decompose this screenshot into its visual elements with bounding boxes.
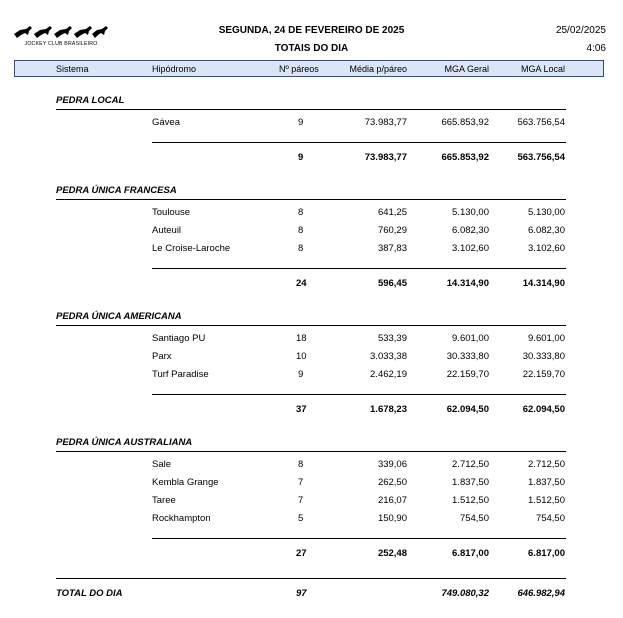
cell-mga-geral: 1.837,50: [452, 477, 489, 488]
subtotal-divider: [152, 268, 566, 269]
col-media: Média p/páreo: [349, 64, 407, 74]
report-time: 4:06: [586, 43, 606, 54]
subtotal-pareos: 27: [296, 548, 307, 559]
section-title: PEDRA ÚNICA AUSTRALIANA: [56, 437, 193, 448]
grand-total-mga-local: 646.982,94: [517, 588, 565, 599]
subtotal-mga-geral: 62.094,50: [446, 404, 489, 415]
cell-mga-local: 2.712,50: [528, 459, 565, 470]
cell-pareos: 9: [298, 369, 304, 380]
grand-total-pareos: 97: [296, 588, 307, 599]
subtotal-pareos: 9: [298, 152, 304, 163]
cell-mga-local: 22.159,70: [522, 369, 565, 380]
report-date: 25/02/2025: [555, 25, 606, 36]
subtotal-mga-geral: 14.314,90: [446, 278, 489, 289]
cell-pareos: 7: [298, 495, 304, 506]
subtotal-pareos: 24: [296, 278, 307, 289]
section-divider: [56, 451, 566, 452]
subtotal-mga-geral: 6.817,00: [452, 548, 489, 559]
subtotal-mga-local: 6.817,00: [528, 548, 565, 559]
cell-mga-geral: 9.601,00: [452, 333, 489, 344]
cell-hipodromo: Kembla Grange: [152, 477, 219, 488]
cell-mga-local: 30.333,80: [522, 351, 565, 362]
cell-mga-geral: 665.853,92: [441, 117, 489, 128]
col-hipodromo: Hipódromo: [152, 64, 197, 74]
cell-media: 262,50: [377, 477, 407, 488]
section-title: PEDRA LOCAL: [56, 95, 125, 106]
cell-media: 339,06: [377, 459, 407, 470]
grand-total-mga-geral: 749.080,32: [441, 588, 489, 599]
section-divider: [56, 325, 566, 326]
cell-hipodromo: Sale: [152, 459, 172, 470]
cell-hipodromo: Parx: [152, 351, 172, 362]
logo-text: JOCKEY CLUB BRASILEIRO: [24, 41, 98, 47]
cell-mga-geral: 2.712,50: [452, 459, 489, 470]
cell-media: 150,90: [377, 513, 407, 524]
cell-pareos: 8: [298, 225, 304, 236]
section-divider: [56, 109, 566, 110]
cell-hipodromo: Le Croise-Laroche: [152, 243, 231, 254]
cell-hipodromo: Taree: [152, 495, 176, 506]
cell-hipodromo: Turf Paradise: [152, 369, 209, 380]
cell-pareos: 10: [296, 351, 307, 362]
cell-mga-local: 3.102,60: [528, 243, 565, 254]
subtotal-divider: [152, 142, 566, 143]
cell-mga-local: 563.756,54: [517, 117, 565, 128]
cell-media: 387,83: [377, 243, 407, 254]
cell-media: 3.033,38: [370, 351, 407, 362]
cell-hipodromo: Auteuil: [152, 225, 182, 236]
grand-total-label: TOTAL DO DIA: [56, 588, 123, 599]
subtotal-media: 1.678,23: [370, 404, 407, 415]
cell-hipodromo: Gávea: [152, 117, 180, 128]
cell-mga-local: 1.837,50: [528, 477, 565, 488]
cell-mga-local: 9.601,00: [528, 333, 565, 344]
cell-hipodromo: Santiago PU: [152, 333, 206, 344]
cell-mga-geral: 22.159,70: [446, 369, 489, 380]
cell-mga-geral: 754,50: [459, 513, 489, 524]
cell-media: 2.462,19: [370, 369, 407, 380]
cell-media: 760,29: [377, 225, 407, 236]
report-subtitle: TOTAIS DO DIA: [274, 43, 349, 54]
cell-pareos: 5: [298, 513, 304, 524]
grand-total-divider: [56, 578, 566, 579]
col-pareos: Nº páreos: [279, 64, 319, 74]
cell-hipodromo: Toulouse: [152, 207, 191, 218]
cell-pareos: 8: [298, 207, 304, 218]
subtotal-divider: [152, 394, 566, 395]
col-mga-local: MGA Local: [520, 64, 565, 74]
cell-media: 73.983,77: [364, 117, 407, 128]
cell-mga-local: 6.082,30: [528, 225, 565, 236]
col-mga-geral: MGA Geral: [444, 64, 489, 74]
cell-mga-geral: 6.082,30: [452, 225, 489, 236]
cell-mga-local: 1.512,50: [528, 495, 565, 506]
subtotal-mga-local: 14.314,90: [522, 278, 565, 289]
cell-media: 641,25: [377, 207, 407, 218]
cell-media: 533,39: [377, 333, 407, 344]
cell-mga-local: 754,50: [535, 513, 565, 524]
section-title: PEDRA ÚNICA FRANCESA: [56, 185, 177, 196]
col-sistema: Sistema: [56, 64, 89, 74]
cell-pareos: 18: [296, 333, 307, 344]
subtotal-media: 73.983,77: [364, 152, 407, 163]
subtotal-mga-local: 563.756,54: [517, 152, 565, 163]
cell-mga-local: 5.130,00: [528, 207, 565, 218]
cell-pareos: 7: [298, 477, 304, 488]
subtotal-mga-geral: 665.853,92: [441, 152, 489, 163]
section-title: PEDRA ÚNICA AMERICANA: [56, 311, 182, 322]
cell-mga-geral: 1.512,50: [452, 495, 489, 506]
report-title: SEGUNDA, 24 DE FEVEREIRO DE 2025: [218, 25, 405, 36]
section-divider: [56, 199, 566, 200]
cell-pareos: 8: [298, 459, 304, 470]
subtotal-media: 596,45: [377, 278, 407, 289]
cell-media: 216,07: [377, 495, 407, 506]
subtotal-pareos: 37: [296, 404, 307, 415]
subtotal-mga-local: 62.094,50: [522, 404, 565, 415]
cell-mga-geral: 30.333,80: [446, 351, 489, 362]
subtotal-media: 252,48: [377, 548, 407, 559]
subtotal-divider: [152, 538, 566, 539]
cell-pareos: 8: [298, 243, 304, 254]
cell-hipodromo: Rockhampton: [152, 513, 211, 524]
cell-mga-geral: 3.102,60: [452, 243, 489, 254]
cell-pareos: 9: [298, 117, 304, 128]
cell-mga-geral: 5.130,00: [452, 207, 489, 218]
